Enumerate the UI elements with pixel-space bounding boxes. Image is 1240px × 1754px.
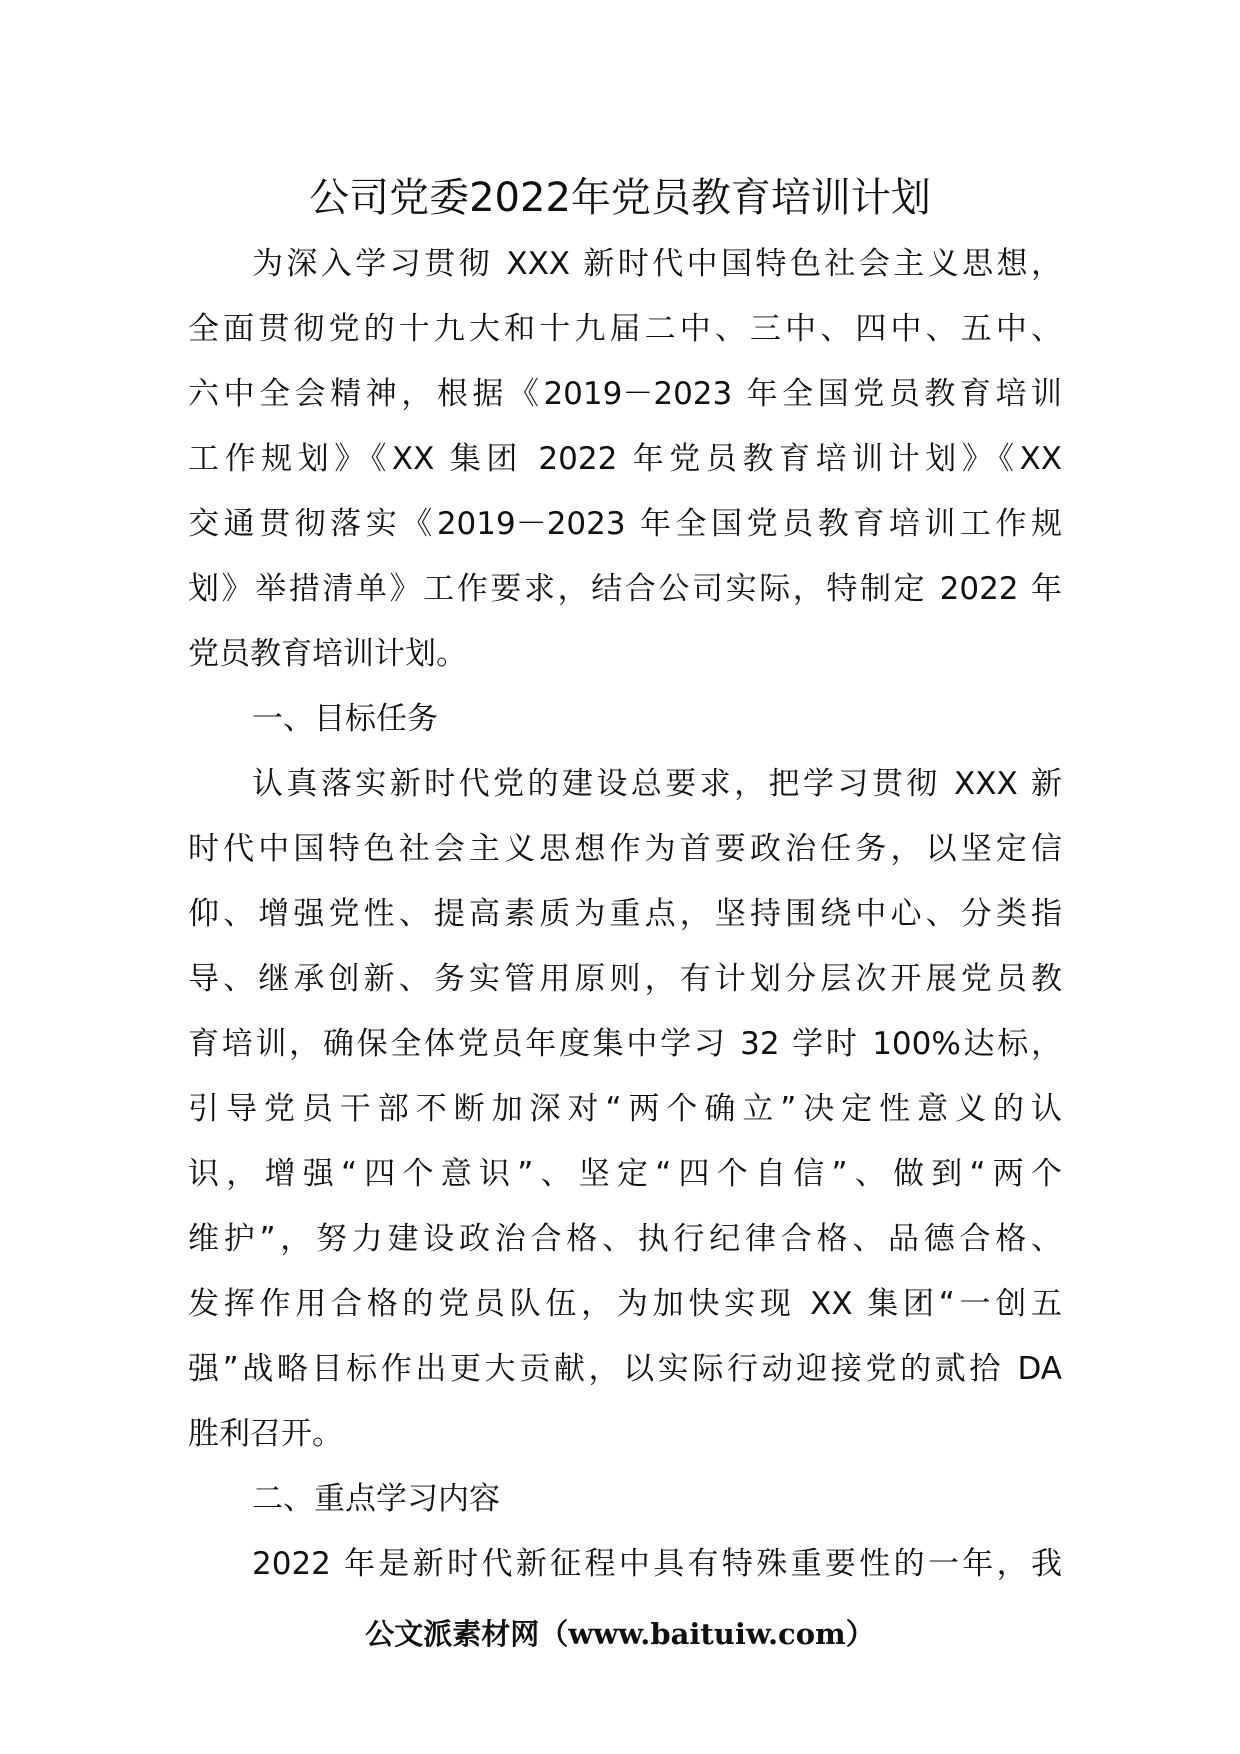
paragraph-2-line-4: 导、继承创新、务实管用原则，有计划分层次开展党员教 bbox=[188, 961, 1062, 997]
paragraph-1-line-6: 划》举措清单》工作要求，结合公司实际，特制定 2022 年 bbox=[188, 571, 1062, 607]
document-body bbox=[188, 232, 1062, 1597]
paragraph-1-line-5: 交通贯彻落实《2019－2023 年全国党员教育培训工作规 bbox=[188, 506, 1062, 542]
paragraph-1-line-4: 工作规划》《XX 集团 2022 年党员教育培训计划》《XX bbox=[188, 441, 1062, 477]
paragraph-1-line-1: 为深入学习贯彻 XXX 新时代中国特色社会主义思想， bbox=[252, 246, 1062, 282]
paragraph-1-line-2: 全面贯彻党的十九大和十九届二中、三中、四中、五中、 bbox=[188, 311, 1062, 347]
paragraph-1-line-7: 党员教育培训计划。 bbox=[188, 636, 467, 672]
paragraph-2-line-8: 维护”，努力建设政治合格、执行纪律合格、品德合格、 bbox=[188, 1221, 1062, 1257]
paragraph-2-line-2: 时代中国特色社会主义思想作为首要政治任务，以坚定信 bbox=[188, 831, 1062, 867]
paragraph-2-line-5: 育培训，确保全体党员年度集中学习 32 学时 100%达标， bbox=[188, 1026, 1062, 1062]
section-heading-targets: 一、目标任务 bbox=[252, 701, 438, 737]
paragraph-2-line-1: 认真落实新时代党的建设总要求，把学习贯彻 XXX 新 bbox=[252, 766, 1062, 802]
paragraph-2-line-7: 识，增强“四个意识”、坚定“四个自信”、做到“两个 bbox=[188, 1156, 1062, 1192]
paragraph-2-line-11: 胜利召开。 bbox=[188, 1416, 343, 1452]
paragraph-2-line-6: 引导党员干部不断加深对“两个确立”决定性意义的认 bbox=[188, 1091, 1062, 1127]
paragraph-1-line-3: 六中全会精神，根据《2019－2023 年全国党员教育培训 bbox=[188, 376, 1062, 412]
document-title: 公司党委2022年党员教育培训计划 bbox=[309, 175, 931, 221]
footer-watermark: 公文派素材网（www.baituiw.com） bbox=[365, 1617, 875, 1651]
paragraph-2-line-3: 仰、增强党性、提高素质为重点，坚持围绕中心、分类指 bbox=[188, 896, 1062, 932]
section-heading-key-content: 二、重点学习内容 bbox=[252, 1481, 500, 1517]
paragraph-2-line-10: 强”战略目标作出更大贡献，以实际行动迎接党的贰拾 DA bbox=[188, 1351, 1062, 1387]
paragraph-3-line-1: 2022 年是新时代新征程中具有特殊重要性的一年，我 bbox=[252, 1546, 1062, 1582]
paragraph-2-line-9: 发挥作用合格的党员队伍，为加快实现 XX 集团“一创五 bbox=[188, 1286, 1062, 1322]
